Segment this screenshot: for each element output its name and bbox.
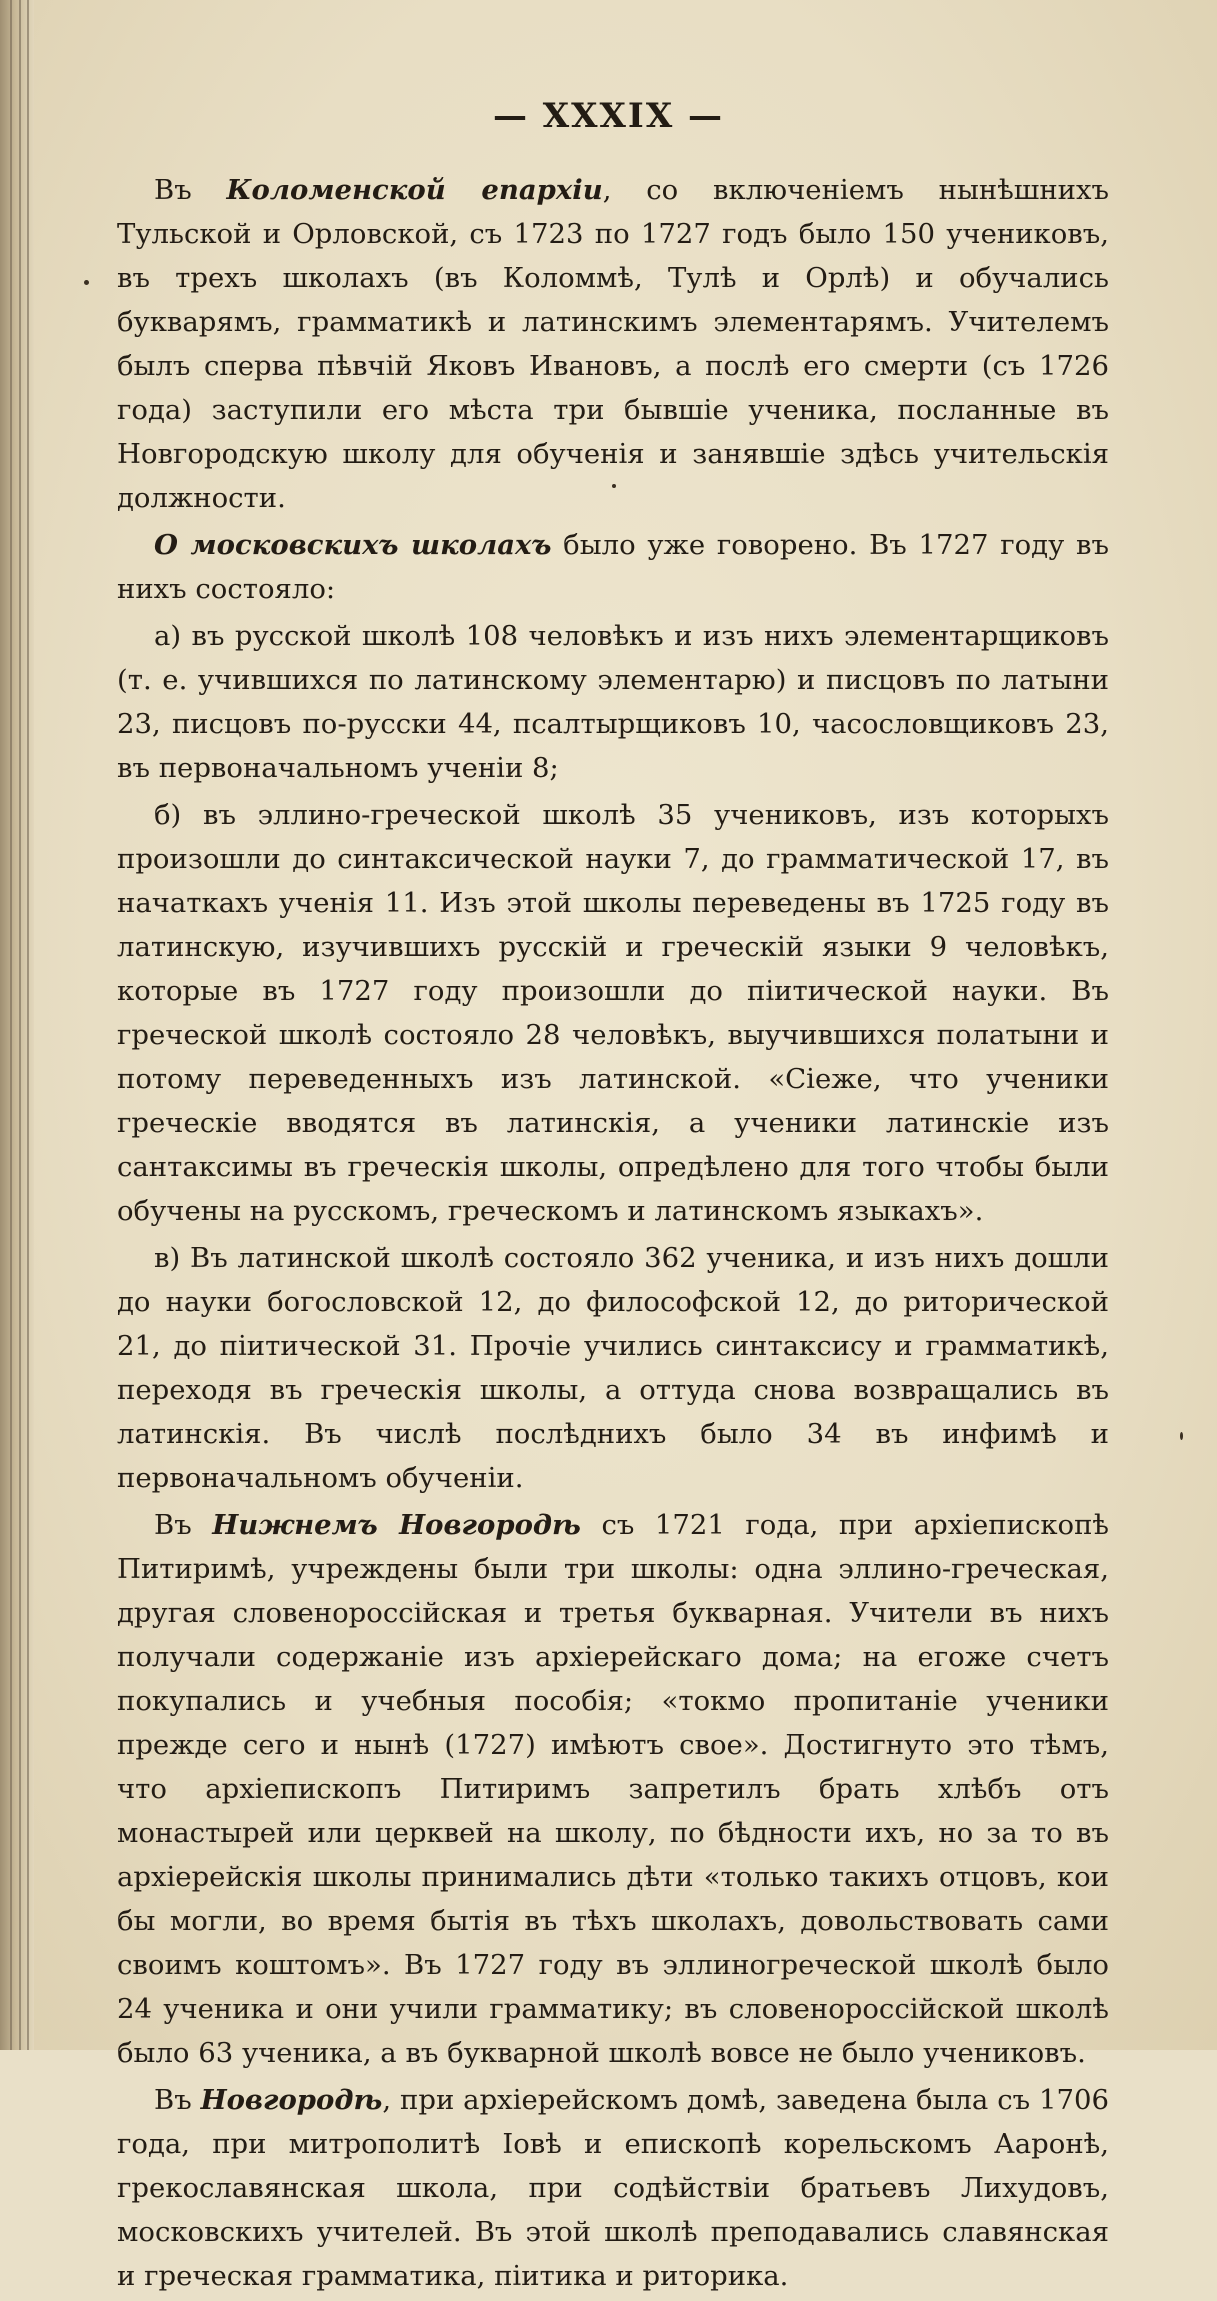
paragraph bbox=[117, 1503, 1109, 2075]
paragraph-lead: а) въ русской школѣ 108 человѣкъ и изъ нихъ элементарщиковъ (т. е. учившихся по латинскому элементарю) и писцовъ по латыни 23, писцовъ по-русски 44, псалтырщиковъ 10, часословщиковъ 23, въ первоначальномъ ученіи 8; bbox=[117, 620, 1109, 784]
paragraph-emphasis: Новгородѣ bbox=[200, 2084, 383, 2116]
paragraph bbox=[117, 168, 1109, 520]
paragraph-emphasis: Коломенской епархіи bbox=[226, 174, 603, 206]
paragraph bbox=[117, 793, 1109, 1233]
binding-line bbox=[27, 0, 29, 2050]
paragraph-lead: Въ bbox=[154, 1509, 213, 1541]
ink-speck bbox=[612, 484, 616, 488]
paragraph-emphasis: О московскихъ школахъ bbox=[154, 529, 552, 561]
page-number: — XXXIX — bbox=[492, 96, 725, 136]
paragraph-lead: Въ bbox=[154, 2084, 201, 2116]
binding-line bbox=[10, 0, 12, 2050]
paragraph-text: , со включеніемъ нынѣшнихъ Тульской и Орловской, съ 1723 по 1727 годъ было 150 учениковъ, въ трехъ школахъ (въ Коломмѣ, Тулѣ и Орлѣ) и обучались букварямъ, грамматикѣ и латинскимъ элементарямъ. Учителемъ былъ сперва пѣвчій Яковъ Ивановъ, а послѣ его смерти (съ 1726 года) заступили его мѣста три бывшіе ученика, посланные въ Новгородскую школу для обученія и занявшіе здѣсь учительскія должности. bbox=[117, 174, 1110, 514]
paragraph-lead: в) Въ латинской школѣ состояло 362 ученика, и изъ нихъ дошли до науки богословской 12, до философской 12, до риторической 21, до піитической 31. Прочіе учились синтаксису и грамматикѣ, переходя въ греческія школы, а оттуда снова возвращались въ латинскія. Въ числѣ послѣднихъ было 34 въ инфимѣ и первоначальномъ обученіи. bbox=[117, 1242, 1109, 1494]
paragraph-lead: Въ bbox=[154, 174, 227, 206]
paragraph-text: было уже говорено. Въ 1727 году въ нихъ состояло: bbox=[117, 529, 1109, 605]
paragraph bbox=[117, 1236, 1109, 1500]
paragraph-text: , при архіерейскомъ домѣ, заведена была съ 1706 года, при митрополитѣ Іовѣ и епископѣ корельскомъ Ааронѣ, грекославянская школа, при содѣйствіи братьевъ Лихудовъ, московскихъ учителей. Въ этой школѣ преподавались славянская и греческая грамматика, піитика и риторика. bbox=[117, 2084, 1109, 2292]
ink-speck bbox=[1180, 1432, 1183, 1440]
paragraph-text: съ 1721 года, при архіепископѣ Питиримѣ, учреждены были три школы: одна эллино-греческая, другая словенороссійская и третья букварная. Учители въ нихъ получали содержаніе изъ архіерейскаго дома; на егоже счетъ покупались и учебныя пособія; «токмо пропитаніе ученики прежде сего и нынѣ (1727) имѣютъ свое». Достигнуто это тѣмъ, что архіепископъ Питиримъ запретилъ брать хлѣбъ отъ монастырей или церквей на школу, по бѣдности ихъ, но за то въ архіерейскія школы принимались дѣти «только такихъ отцовъ, кои бы могли, во время бытія въ тѣхъ школахъ, довольствовать сами своимъ коштомъ». Въ 1727 году въ эллиногреческой школѣ было 24 ученика и они учили грамматику; въ словенороссійской школѣ было 63 ученика, а въ букварной школѣ вовсе не было учениковъ. bbox=[117, 1509, 1109, 2069]
ink-speck bbox=[84, 280, 89, 285]
paragraph bbox=[117, 2078, 1109, 2298]
paragraph bbox=[117, 523, 1109, 611]
paragraph bbox=[117, 614, 1109, 790]
paragraph-lead: б) въ эллино-греческой школѣ 35 учениковъ, изъ которыхъ произошли до синтаксической науки 7, до грамматической 17, въ начаткахъ ученія 11. Изъ этой школы переведены въ 1725 году въ латинскую, изучившихъ русскій и греческій языки 9 человѣкъ, которые въ 1727 году произошли до піитической науки. Въ греческой школѣ состояло 28 человѣкъ, выучившихся полатыни и потому переведенныхъ изъ латинской. «Сіеже, что ученики греческіе вводятся въ латинскія, а ученики латинскіе изъ сантаксимы въ греческія школы, опредѣлено для того чтобы были обучены на русскомъ, греческомъ и латинскомъ языкахъ». bbox=[117, 799, 1109, 1227]
paragraph-emphasis: Нижнемъ Новгородѣ bbox=[212, 1509, 581, 1541]
binding-line bbox=[19, 0, 21, 2050]
